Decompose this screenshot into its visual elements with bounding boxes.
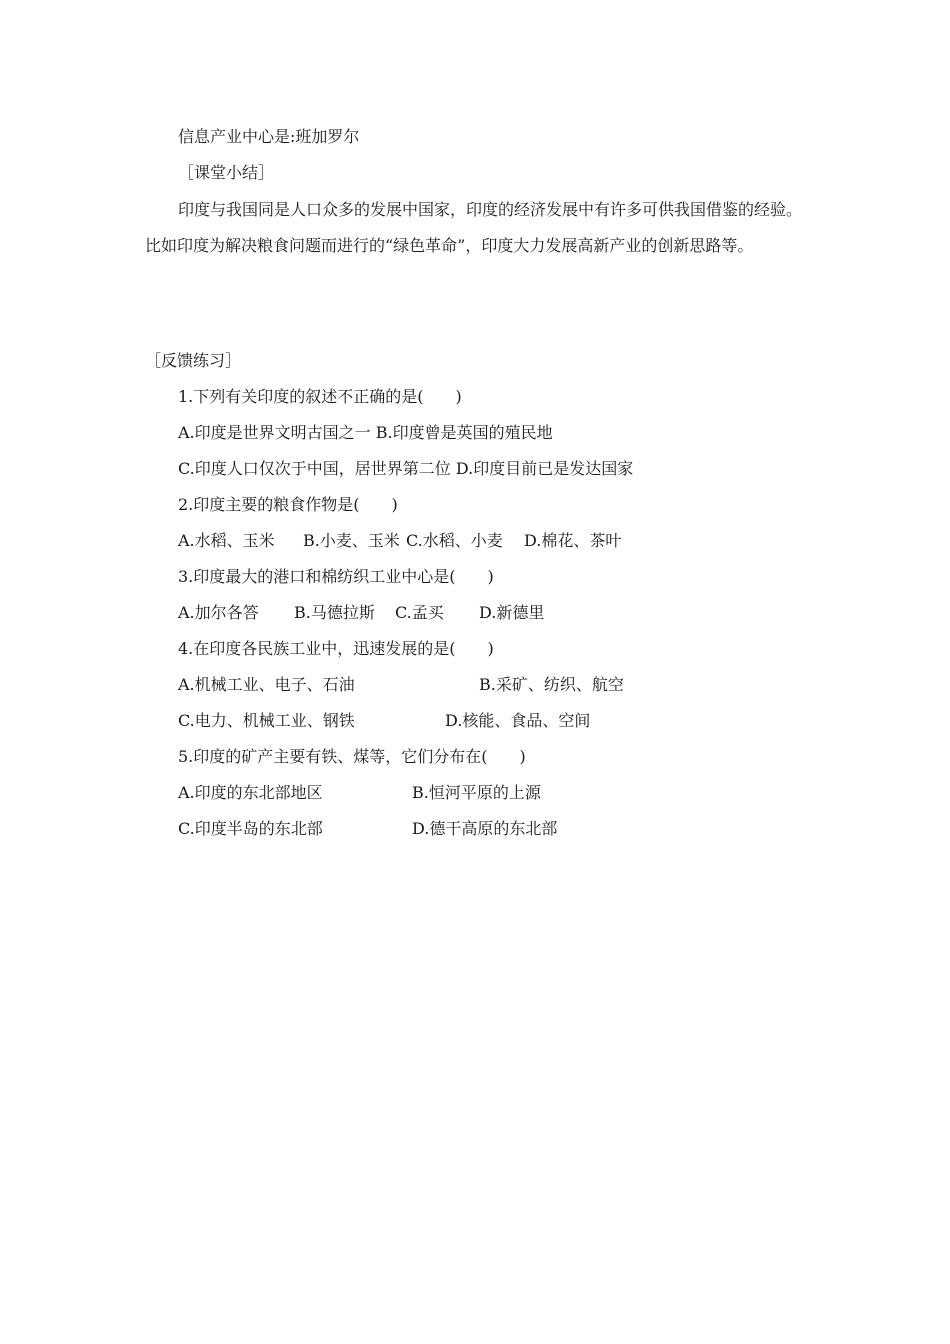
question-5-option-a: A.印度的东北部地区 <box>178 783 323 802</box>
question-1-options-line-2: C.印度人口仅次于中国，居世界第二位 D.印度目前已是发达国家 <box>178 459 634 478</box>
summary-heading: ［课堂小结］ <box>178 163 275 182</box>
question-4-option-a: A.机械工业、电子、石油 <box>178 675 355 694</box>
question-1-stem: 1.下列有关印度的叙述不正确的是( ) <box>178 387 462 406</box>
question-2-option-d: D.棉花、茶叶 <box>524 531 622 550</box>
question-3-option-b: B.马德拉斯 <box>294 603 375 622</box>
question-5-option-d: D.德干高原的东北部 <box>412 819 558 838</box>
question-4-option-d: D.核能、食品、空间 <box>445 711 591 730</box>
question-3-option-c: C.孟买 <box>395 603 444 622</box>
question-3-option-d: D.新德里 <box>479 603 545 622</box>
question-5-option-c: C.印度半岛的东北部 <box>178 819 323 838</box>
question-2-option-b: B.小麦、玉米 <box>303 531 400 550</box>
question-1-options-line-1: A.印度是世界文明古国之一 B.印度曾是英国的殖民地 <box>178 423 553 442</box>
question-5-option-b: B.恒河平原的上源 <box>412 783 541 802</box>
question-3-option-a: A.加尔各答 <box>178 603 259 622</box>
summary-paragraph: 印度与我国同是人口众多的发展中国家，印度的经济发展中有许多可供我国借鉴的经验。比如印度为解决粮食问题而进行的“绿色革命”，印度大力发展高新产业的创新思路等。 <box>145 200 803 255</box>
exercise-heading: ［反馈练习］ <box>145 351 242 370</box>
question-5-stem: 5.印度的矿产主要有铁、煤等，它们分布在( ) <box>178 747 526 766</box>
question-2-stem: 2.印度主要的粮食作物是( ) <box>178 495 398 514</box>
info-industry-center-line: 信息产业中心是:班加罗尔 <box>178 127 360 146</box>
question-2-option-a: A.水稻、玉米 <box>178 531 275 550</box>
question-4-option-c: C.电力、机械工业、钢铁 <box>178 711 355 730</box>
question-4-stem: 4.在印度各民族工业中，迅速发展的是( ) <box>178 639 494 658</box>
question-3-stem: 3.印度最大的港口和棉纺织工业中心是( ) <box>178 567 494 586</box>
question-2-option-c: C.水稻、小麦 <box>406 531 503 550</box>
question-4-option-b: B.采矿、纺织、航空 <box>479 675 624 694</box>
